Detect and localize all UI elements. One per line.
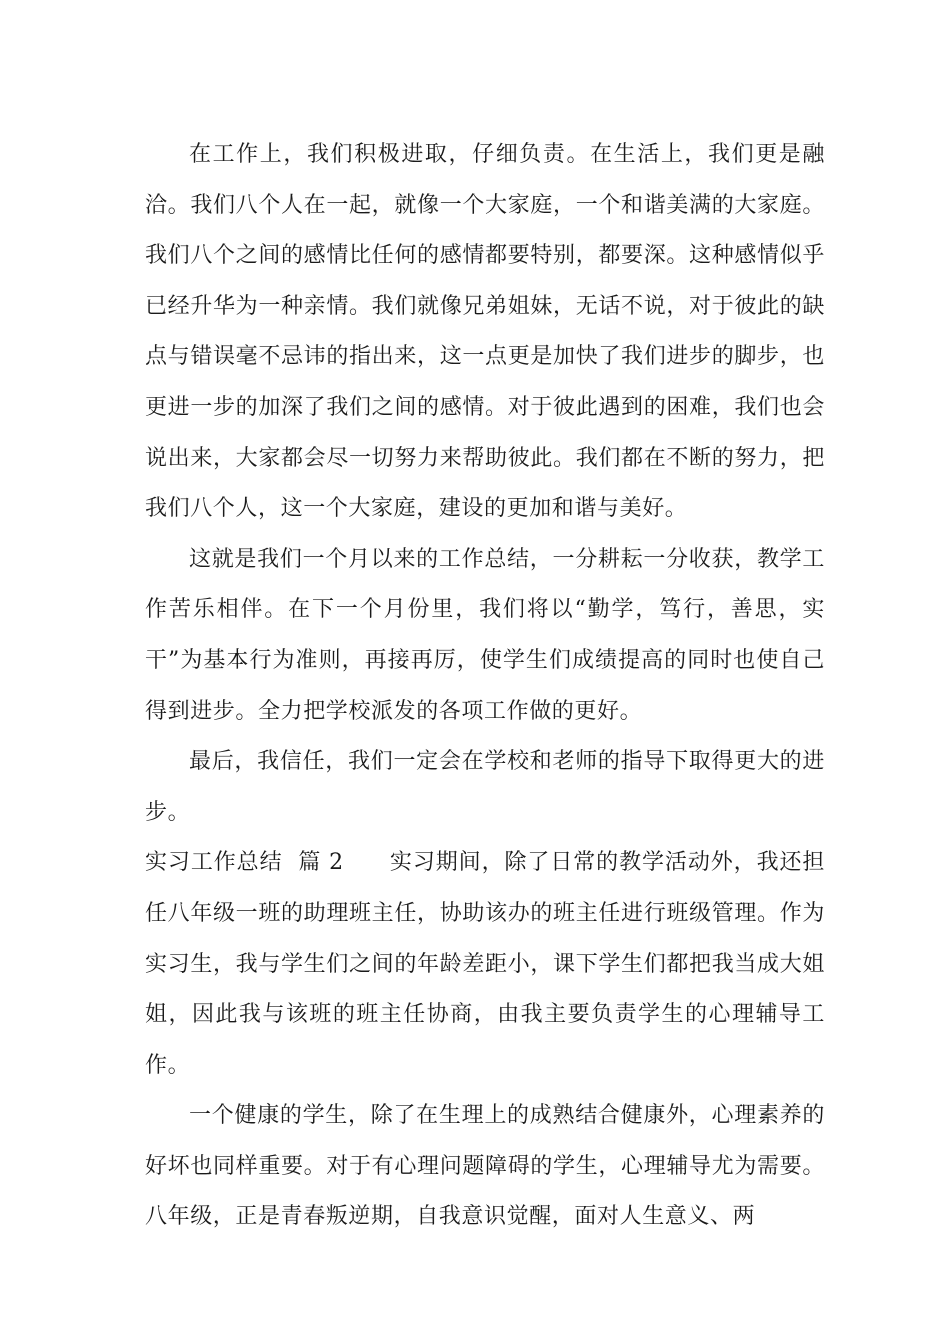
paragraph-mental-health: 一个健康的学生，除了在生理上的成熟结合健康外，心理素养的好坏也同样重要。对于有心理问题障碍的学生，心理辅导尤为需要。八年级，正是青春叛逆期，自我意识觉醒，面对人生意义、两 <box>145 1103 825 1230</box>
document-body <box>145 130 825 1243</box>
paragraph-work-life: 在工作上，我们积极进取，仔细负责。在生活上，我们更是融洽。我们八个人在一起，就像一个大家庭，一个和谐美满的大家庭。我们八个之间的感情比任何的感情都要特别，都要深。这种感情似乎已经升华为一种亲情。我们就像兄弟姐妹，无话不说，对于彼此的缺点与错误毫不忌讳的指出来，这一点更是加快了我们进步的脚步，也更进一步的加深了我们之间的感情。对于彼此遇到的困难，我们也会说出来，大家都会尽一切努力来帮助彼此。我们都在不断的努力，把我们八个人，这一个大家庭，建设的更加和谐与美好。 <box>145 142 825 522</box>
paragraph-closing: 最后，我信任，我们一定会在学校和老师的指导下取得更大的进步。 <box>145 749 825 825</box>
section-2-paragraph-text: 实习期间，除了日常的教学活动外，我还担任八年级一班的助理班主任，协助该办的班主任进行班级管理。作为实习生，我与学生们之间的年龄差距小，课下学生们都把我当成大姐姐，因此我与该班的班主任协商，由我主要负责学生的心理辅导工作。 <box>145 850 826 1078</box>
section-2-spacer <box>344 850 390 875</box>
paragraph-monthly-summary: 这就是我们一个月以来的工作总结，一分耕耘一分收获，教学工作苦乐相伴。在下一个月份里，我们将以“勤学，笃行，善思，实干”为基本行为准则，再接再厉，使学生们成绩提高的同时也使自己得到进步。全力把学校派发的各项工作做的更好。 <box>145 546 825 724</box>
section-heading: 实习工作总结 篇 2 <box>145 850 344 876</box>
section-2-first-paragraph <box>145 838 825 1091</box>
